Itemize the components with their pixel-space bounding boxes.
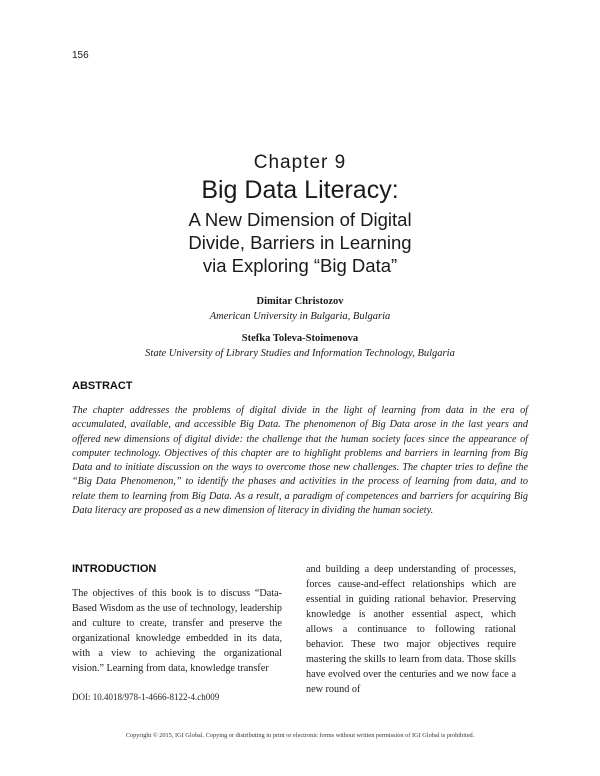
- abstract-heading: ABSTRACT: [72, 380, 133, 392]
- chapter-subtitle: [60, 208, 540, 277]
- subtitle-line: via Exploring “Big Data”: [202, 255, 398, 276]
- author-name: Dimitar Christozov: [256, 296, 344, 307]
- subtitle-line: Divide, Barriers in Learning: [188, 232, 412, 253]
- author-affiliation: American University in Bulgaria, Bulgaria: [209, 311, 391, 322]
- introduction-right-column: and building a deep understanding of processes, forces cause-and-effect relationships which are essential in guiding rational behavior. Preserving knowledge is another essential aspect, which allows a continuance to following rational behavior. These two major objectives require mastering the skills to learn from data. Those skills have evolved over the centuries and we now face a new round of: [306, 564, 516, 695]
- author-name: Stefka Toleva-Stoimenova: [241, 333, 359, 344]
- introduction-left-column: The objectives of this book is to discuss “Data-Based Wisdom as the use of technology, leadership and culture to create, transfer and preserve the organizational knowledge embedded in its data, with a view to achieving the organizational vision.” Learning from data, knowledge transfer: [72, 588, 282, 674]
- introduction-heading: INTRODUCTION: [72, 563, 157, 575]
- subtitle-line: A New Dimension of Digital: [188, 209, 412, 230]
- abstract-body: The chapter addresses the problems of digital divide in the light of learning from data in the era of accumulated, available, and accessible Big Data. The phenomenon of Big Data arose in the last years and offered new dimensions of digital divide: the challenge that the human society faces since the appearance of computer technology. Objectives of this chapter are to highlight problems and barriers in learning from Big Data and to initiate discussion on the ways to overcome those new challenges. The chapter tries to define the “Big Data Phenomenon,” to identify the phases and activities in the process of learning from data, and to relate them to learning from Big Data. As a result, a paradigm of competences and barriers for acquiring Big Data literacy are proposed as a new dimension of literacy in dividing the human society.: [72, 405, 528, 517]
- author-affiliation: State University of Library Studies and Information Technology, Bulgaria: [145, 348, 455, 359]
- page-number: 156: [72, 50, 89, 61]
- copyright-notice: Copyright © 2015, IGI Global. Copying or distributing in print or electronic forms without written permission of IGI Global is prohibited.: [125, 732, 475, 739]
- doi-line: DOI: 10.4018/978-1-4666-8122-4.ch009: [72, 692, 220, 702]
- chapter-title: Big Data Literacy:: [201, 176, 399, 204]
- chapter-label: Chapter 9: [253, 152, 347, 173]
